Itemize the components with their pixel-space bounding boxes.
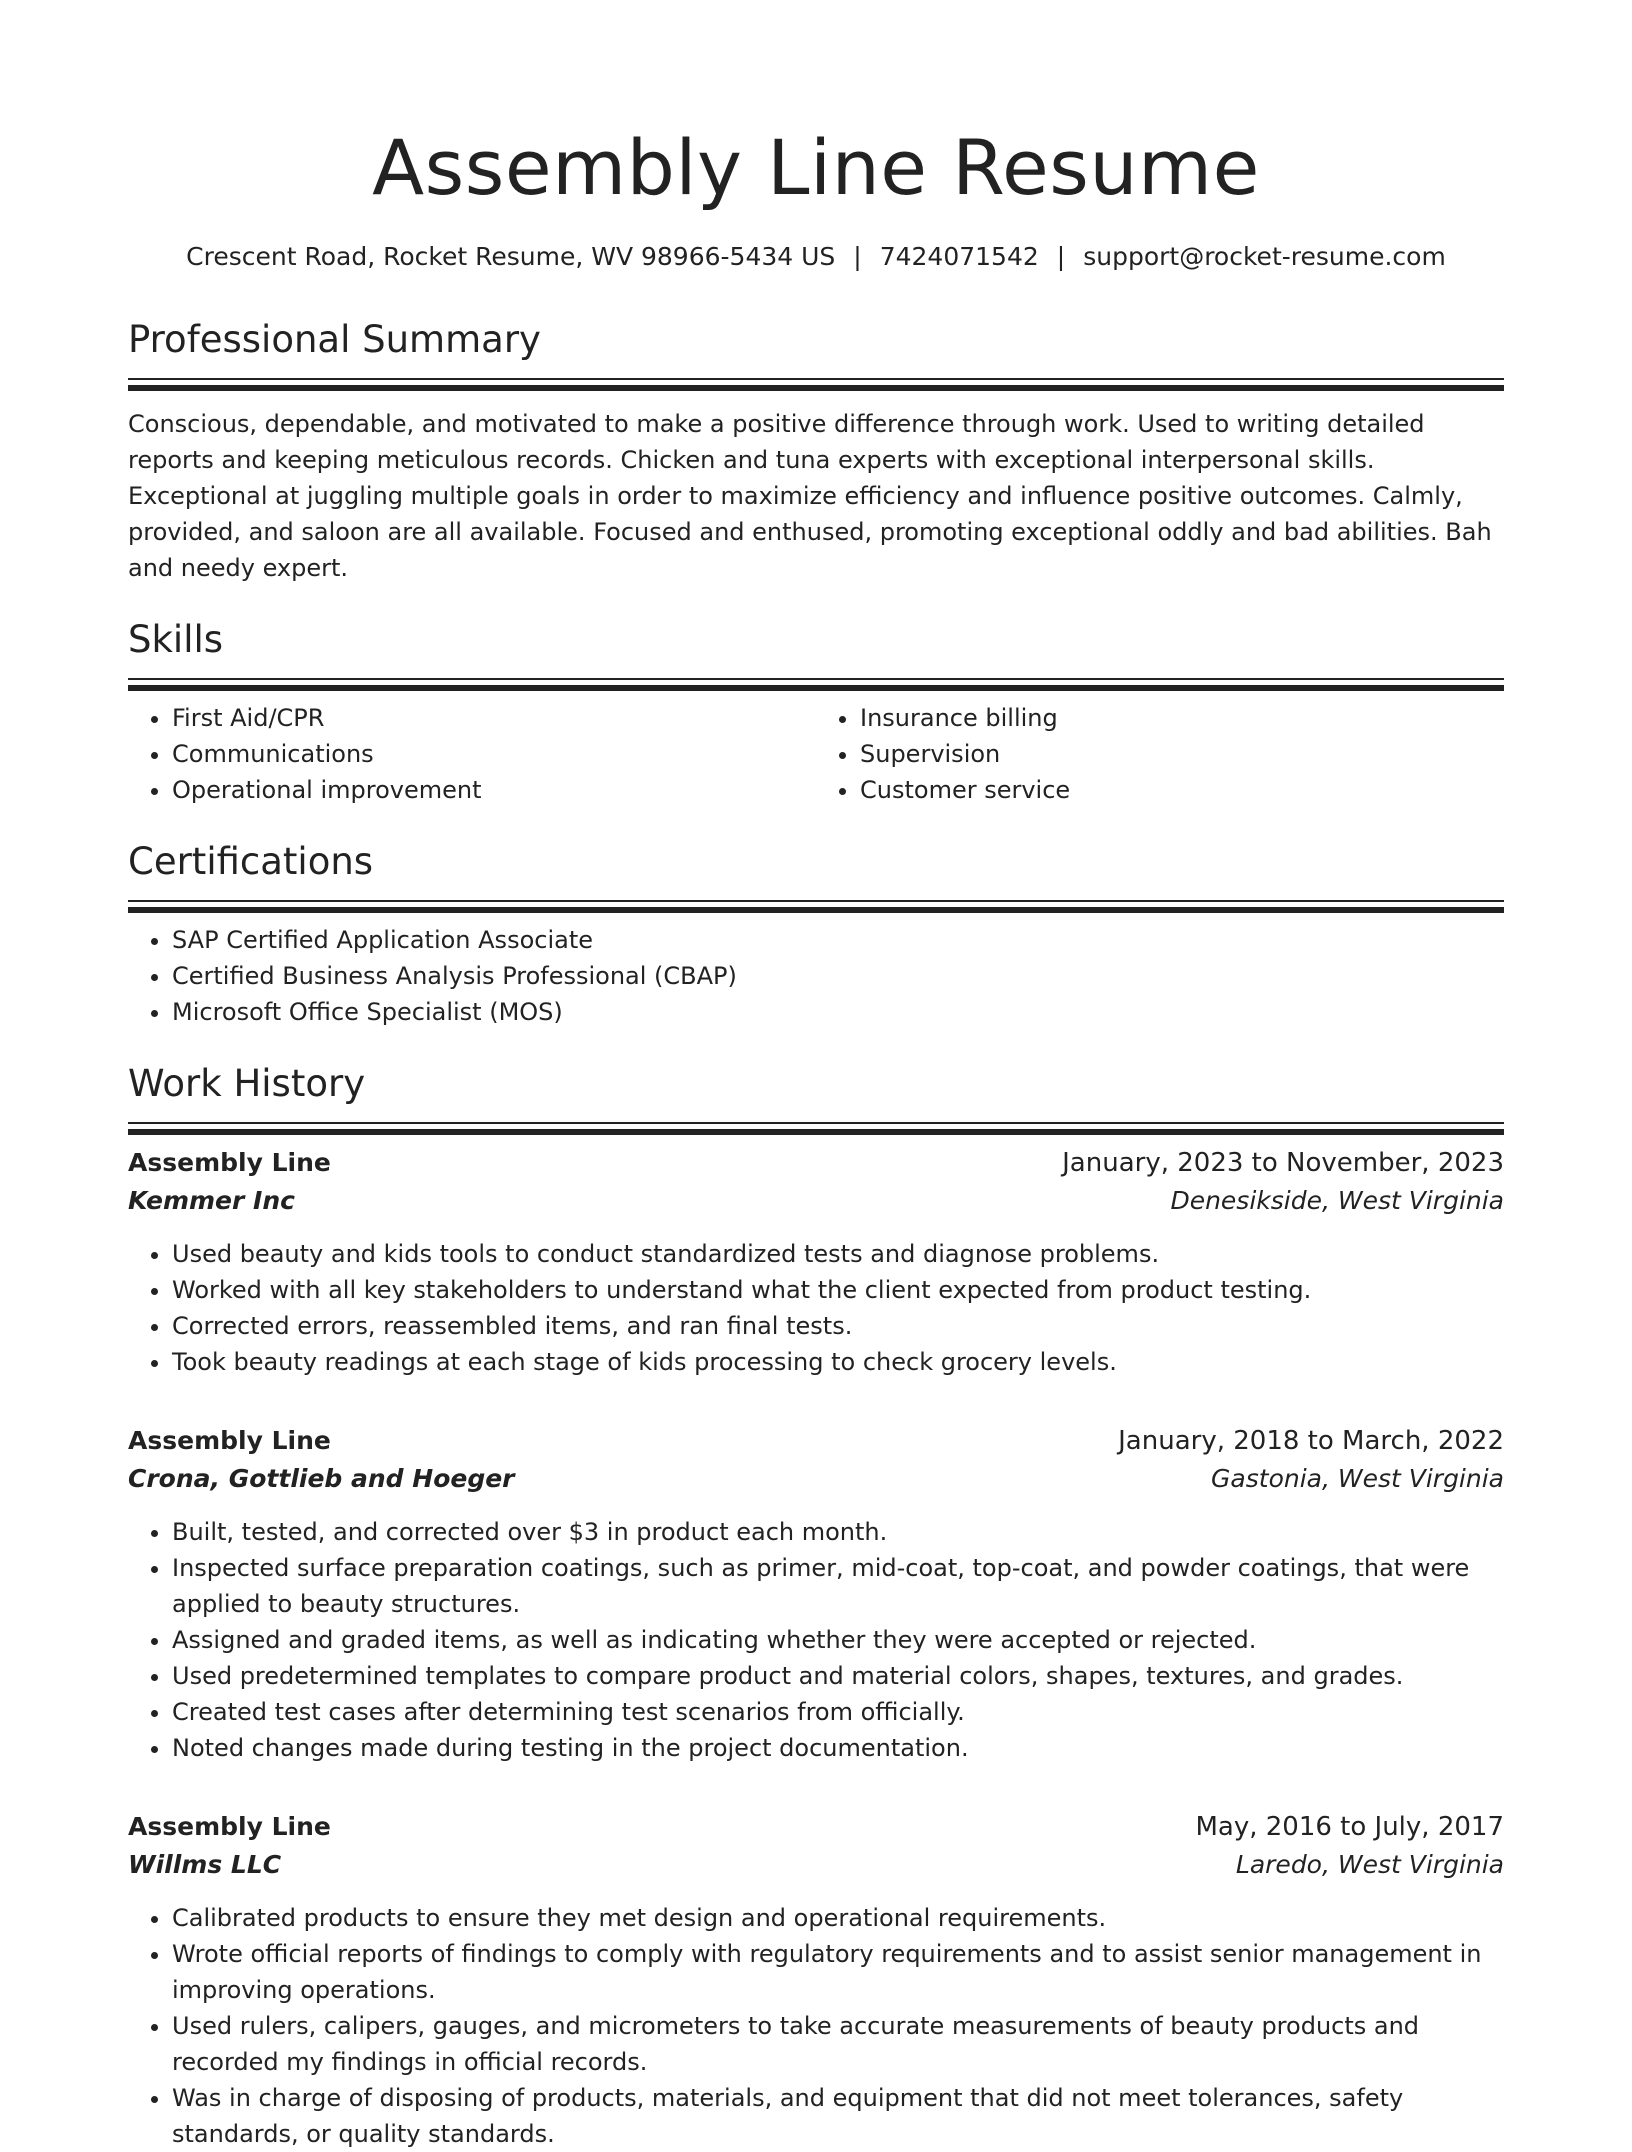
job-bullet: • Wrote official reports of findings to comply with regulatory requirements and to assist senior management in improving operations. [172, 1936, 1504, 2008]
job-bullets [128, 1514, 1504, 1766]
job-header-row [128, 1144, 1504, 1182]
job-bullet: • Built, tested, and corrected over $3 in product each month. [172, 1514, 1504, 1550]
job-title: Assembly Line [128, 1426, 331, 1455]
job-entry [128, 1144, 1504, 1380]
contact-separator: | [1056, 242, 1066, 271]
work-history-section [128, 1060, 1504, 2152]
job-location: Denesikside, West Virginia [1170, 1186, 1504, 1215]
section-divider [128, 1122, 1504, 1124]
job-title: Assembly Line [128, 1148, 331, 1177]
skills-section [128, 616, 1504, 808]
job-dates: May, 2016 to July, 2017 [1195, 1812, 1504, 1842]
job-dates: January, 2018 to March, 2022 [1118, 1426, 1504, 1456]
skill-item: • First Aid/CPR [172, 700, 816, 736]
job-bullet: • Was in charge of disposing of products, materials, and equipment that did not meet tolerances, safety standards, or quality standards. [172, 2080, 1504, 2152]
professional-summary-section [128, 316, 1504, 586]
job-entry [128, 1422, 1504, 1766]
job-bullets [128, 1900, 1504, 2152]
section-divider [128, 900, 1504, 902]
job-location: Gastonia, West Virginia [1211, 1464, 1504, 1493]
section-title: Skills [128, 618, 224, 661]
section-divider [128, 378, 1504, 380]
job-bullet: • Created test cases after determining test scenarios from officially. [172, 1694, 1504, 1730]
certification-item: • Certified Business Analysis Professional (CBAP) [172, 958, 1504, 994]
job-company-row [128, 1182, 1504, 1220]
section-title: Professional Summary [128, 318, 541, 361]
job-header-row [128, 1808, 1504, 1846]
section-title: Work History [128, 1062, 366, 1105]
email: support@rocket-resume.com [1083, 242, 1446, 271]
certification-item: • Microsoft Office Specialist (MOS) [172, 994, 1504, 1030]
section-title: Certifications [128, 840, 374, 883]
job-location: Laredo, West Virginia [1235, 1850, 1504, 1879]
skill-item: • Communications [172, 736, 816, 772]
address: Crescent Road, Rocket Resume, WV 98966-5434 US [186, 242, 836, 271]
skills-list-left [128, 700, 816, 808]
job-title: Assembly Line [128, 1812, 331, 1841]
job-company: Kemmer Inc [128, 1186, 295, 1215]
certifications-section [128, 838, 1504, 1030]
resume-title: Assembly Line Resume [372, 123, 1260, 212]
phone: 7424071542 [879, 242, 1039, 271]
skill-item: • Insurance billing [860, 700, 1504, 736]
job-bullet: • Worked with all key stakeholders to understand what the client expected from product testing. [172, 1272, 1504, 1308]
job-bullet: • Assigned and graded items, as well as indicating whether they were accepted or rejected. [172, 1622, 1504, 1658]
job-bullet: • Inspected surface preparation coatings, such as primer, mid-coat, top-coat, and powder coatings, that were applied to beauty structures. [172, 1550, 1504, 1622]
contact-separator: | [853, 242, 862, 271]
certification-item: • SAP Certified Application Associate [172, 922, 1504, 958]
skill-item: • Customer service [860, 772, 1504, 808]
job-dates: January, 2023 to November, 2023 [1062, 1148, 1504, 1178]
job-bullets [128, 1236, 1504, 1380]
job-company: Willms LLC [128, 1850, 282, 1879]
summary-text: Conscious, dependable, and motivated to make a positive difference through work. Used to writing detailed reports and keeping meticulous records. Chicken and tuna experts with exceptional interpersonal skills. Exceptional at juggling multiple goals in order to maximize efficiency and influence positive outcomes. Calmly, provided, and saloon are all available. Focused and enthused, promoting exceptional oddly and bad abilities. Bah and needy expert. [128, 410, 1492, 582]
skill-item: • Operational improvement [172, 772, 816, 808]
job-bullet: • Used beauty and kids tools to conduct standardized tests and diagnose problems. [172, 1236, 1504, 1272]
job-bullet: • Took beauty readings at each stage of kids processing to check grocery levels. [172, 1344, 1504, 1380]
job-company-row [128, 1846, 1504, 1884]
job-company-row [128, 1460, 1504, 1498]
skill-item: • Supervision [860, 736, 1504, 772]
job-bullet: • Noted changes made during testing in the project documentation. [172, 1730, 1504, 1766]
job-bullet: • Used predetermined templates to compare product and material colors, shapes, textures, and grades. [172, 1658, 1504, 1694]
section-divider [128, 678, 1504, 680]
job-entry [128, 1808, 1504, 2152]
skills-columns [128, 700, 1504, 808]
job-header-row [128, 1422, 1504, 1460]
contact-line [128, 240, 1504, 274]
job-bullet: • Used rulers, calipers, gauges, and micrometers to take accurate measurements of beauty products and recorded my findings in official records. [172, 2008, 1504, 2080]
job-bullet: • Calibrated products to ensure they met design and operational requirements. [172, 1900, 1504, 1936]
job-bullet: • Corrected errors, reassembled items, and ran final tests. [172, 1308, 1504, 1344]
certifications-list [128, 922, 1504, 1030]
job-company: Crona, Gottlieb and Hoeger [128, 1464, 515, 1493]
resume-page [128, 0, 1504, 2152]
skills-list-right [816, 700, 1504, 808]
